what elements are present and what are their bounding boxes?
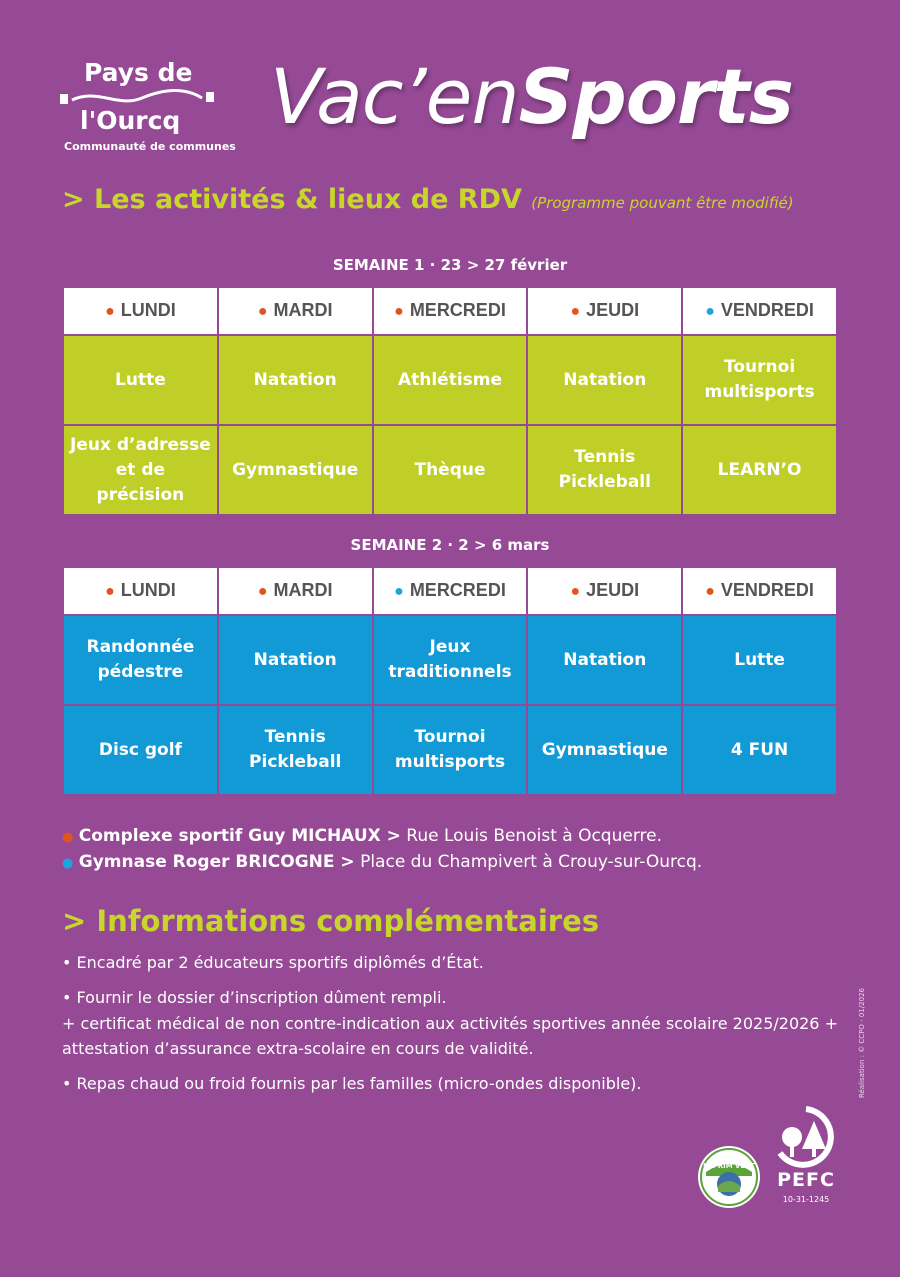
activity-cell: Natation	[219, 336, 372, 424]
orange-dot-icon: ●	[257, 303, 268, 320]
week-2-activity-row	[64, 706, 836, 794]
activity-cell: Disc golf	[64, 706, 217, 794]
week-1-day-header	[683, 288, 836, 334]
day-name: JEUDI	[586, 300, 640, 320]
day-name: MARDI	[273, 580, 333, 600]
activity-cell: Jeux d’adresse et de précision	[64, 426, 217, 514]
week-1-day-header	[528, 288, 681, 334]
activity-cell: Tennis Pickleball	[219, 706, 372, 794]
week-2-activity-row	[64, 616, 836, 704]
activity-cell: Thèque	[374, 426, 527, 514]
info-item-2-line-1: • Fournir le dossier d’inscription dûment rempli.	[62, 988, 447, 1007]
imprim-vert-label: IMPRIM'VERT	[703, 1162, 755, 1170]
activity-cell: Randonnée pédestre	[64, 616, 217, 704]
activity-cell: 4 FUN	[683, 706, 836, 794]
week-2-day-header	[683, 568, 836, 614]
section-heading-activities-note: (Programme pouvant être modifié)	[531, 194, 794, 212]
logo-line-1: Pays de	[84, 58, 193, 87]
week-2-day-header-row	[64, 568, 836, 614]
week-2-label: SEMAINE 2 · 2 > 6 mars	[350, 536, 550, 554]
day-name: MARDI	[273, 300, 333, 320]
activity-cell: Gymnastique	[219, 426, 372, 514]
week-1-day-header	[219, 288, 372, 334]
week-2-schedule-table	[62, 566, 838, 796]
pays-de-lourcq-logo	[58, 58, 236, 158]
title-part-2: Sports	[518, 52, 793, 141]
activity-cell: Tournoi multisports	[683, 336, 836, 424]
blue-dot-icon: ●	[705, 303, 715, 320]
activity-cell: Natation	[528, 336, 681, 424]
week-1-activity-row	[64, 426, 836, 514]
orange-dot-icon: ●	[394, 303, 404, 320]
activity-cell: Jeux traditionnels	[374, 616, 527, 704]
activity-cell: Natation	[528, 616, 681, 704]
orange-dot-icon: ●	[570, 303, 581, 320]
week-1-label: SEMAINE 1 · 23 > 27 février	[332, 256, 568, 274]
info-item-1: • Encadré par 2 éducateurs sportifs diplômés d’État.	[62, 953, 484, 972]
activity-cell: Natation	[219, 616, 372, 704]
day-name: MERCREDI	[409, 580, 506, 600]
pefc-trees-icon	[768, 1105, 844, 1169]
logo-subtitle: Communauté de communes	[64, 140, 236, 153]
day-name: LUNDI	[120, 580, 176, 600]
orange-dot-icon: ●	[105, 583, 115, 600]
orange-dot-icon: ●	[105, 303, 115, 320]
section-heading-activities	[62, 184, 794, 215]
title-part-1: Vac’en	[270, 52, 519, 141]
section-heading-activities-text: > Les activités & lieux de RDV	[62, 184, 522, 215]
week-2-day-header	[528, 568, 681, 614]
day-name: LUNDI	[120, 300, 176, 320]
location-address: Rue Louis Benoist à Ocquerre.	[406, 826, 663, 846]
activity-cell: Lutte	[683, 616, 836, 704]
logo-line-2: l'Ourcq	[80, 106, 181, 135]
activity-cell: LEARN’O	[683, 426, 836, 514]
section-heading-info: > Informations complémentaires	[62, 904, 600, 938]
day-name: JEUDI	[586, 580, 640, 600]
location-name: Complexe sportif Guy MICHAUX >	[78, 826, 401, 846]
imprim-vert-icon	[698, 1146, 760, 1208]
activity-cell: Gymnastique	[528, 706, 681, 794]
location-address: Place du Champivert à Crouy-sur-Ourcq.	[360, 852, 703, 872]
activity-cell: Tournoi multisports	[374, 706, 527, 794]
pefc-label: PEFC	[777, 1169, 835, 1191]
info-item-3: • Repas chaud ou froid fournis par les familles (micro-ondes disponible).	[62, 1074, 642, 1093]
day-name: VENDREDI	[720, 580, 814, 600]
location-blue	[62, 852, 702, 872]
blue-dot-icon: ●	[394, 583, 404, 600]
week-1-day-header	[64, 288, 217, 334]
week-1-activity-row	[64, 336, 836, 424]
credit-text: Réalisation : © CCPO - 01/2026	[858, 988, 866, 1098]
pefc-code: 10-31-1245	[782, 1195, 830, 1204]
week-2-day-header	[219, 568, 372, 614]
week-1-day-header	[374, 288, 527, 334]
location-name: Gymnase Roger BRICOGNE >	[78, 852, 355, 872]
activity-cell: Lutte	[64, 336, 217, 424]
blue-dot-icon: ●	[62, 856, 74, 871]
pefc-logo	[768, 1105, 844, 1210]
week-1-day-header-row	[64, 288, 836, 334]
orange-dot-icon: ●	[257, 583, 268, 600]
week-2-day-header	[374, 568, 527, 614]
info-item-2-line-2: + certificat médical de non contre-indication aux activités sportives année scolaire 2025/2026 + attestation d’assurance extra-scolaire en cours de validité.	[62, 1014, 838, 1058]
week-2-day-header	[64, 568, 217, 614]
activity-cell: Tennis Pickleball	[528, 426, 681, 514]
imprim-vert-badge	[698, 1146, 760, 1208]
orange-dot-icon: ●	[705, 583, 715, 600]
activity-cell: Athlétisme	[374, 336, 527, 424]
location-orange	[62, 826, 662, 846]
week-1-schedule-table	[62, 286, 838, 516]
page-title	[270, 52, 793, 141]
orange-dot-icon: ●	[570, 583, 581, 600]
day-name: MERCREDI	[409, 300, 506, 320]
day-name: VENDREDI	[720, 300, 814, 320]
orange-dot-icon: ●	[62, 830, 74, 845]
